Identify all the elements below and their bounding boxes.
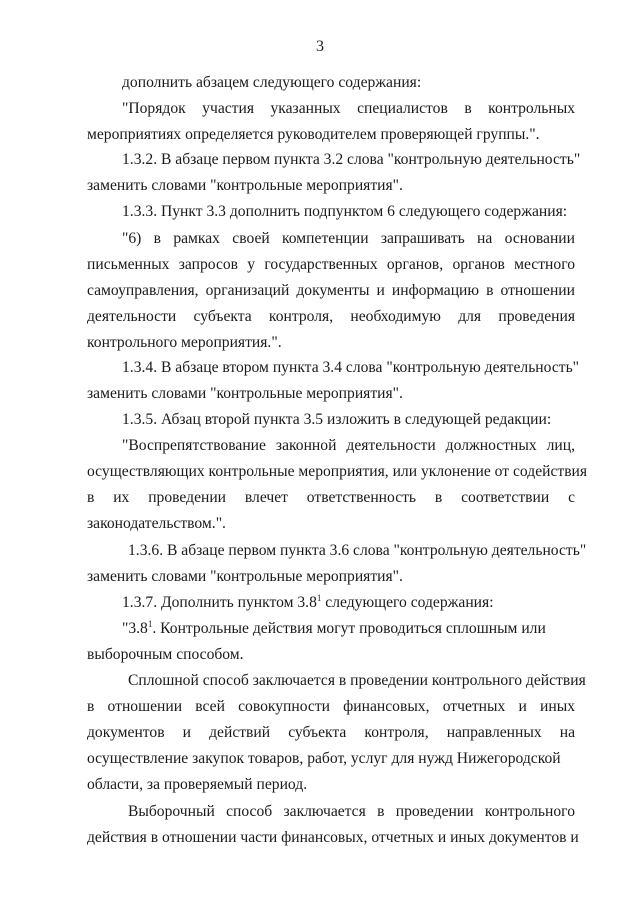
superscript: 1 <box>316 593 322 603</box>
line-text: следующего содержания: <box>321 594 494 611</box>
text-line: области, за проверяемый период. <box>87 776 308 793</box>
text-line: 1.3.4. В абзаце втором пункта 3.4 слова "контрольную деятельность" <box>122 359 580 376</box>
text-line: дополнить абзацем следующего содержания: <box>122 74 422 91</box>
text-line: в отношении всей совокупности финансовых, отчетных и иных <box>87 698 575 715</box>
text-line: заменить словами "контрольные мероприятия". <box>87 385 403 402</box>
text-line: документов и действий субъекта контроля, направленных на <box>87 724 575 741</box>
text-line <box>122 593 494 613</box>
line-text: 1.3.7. Дополнить пунктом 3.8 <box>122 594 317 611</box>
text-line: мероприятиях определяется руководителем проверяющей группы.". <box>87 126 540 143</box>
text-line: осуществление закупок товаров, работ, услуг для нужд Нижегородской <box>87 750 561 767</box>
text-line: 1.3.5. Абзац второй пункта 3.5 изложить в следующей редакции: <box>122 411 552 428</box>
text-line: Выборочный способ заключается в проведении контрольного <box>128 803 575 820</box>
text-line: действия в отношении части финансовых, отчетных и иных документов и <box>87 829 579 846</box>
text-line: деятельности субъекта контроля, необходимую для проведения <box>87 308 575 325</box>
page-number: 3 <box>316 38 324 55</box>
text-line <box>122 619 546 639</box>
text-line: контрольного мероприятия.". <box>87 334 282 351</box>
text-line: заменить словами "контрольные мероприятия". <box>87 177 403 194</box>
line-text: "3.8 <box>122 620 148 637</box>
text-line: письменных запросов у государственных органов, органов местного <box>87 256 575 273</box>
text-line: заменить словами "контрольные мероприятия". <box>87 568 403 585</box>
text-line: Сплошной способ заключается в проведении контрольного действия <box>128 672 586 689</box>
text-line: 1.3.6. В абзаце первом пункта 3.6 слова "контрольную деятельность" <box>128 542 587 559</box>
text-line: в их проведении влечет ответственность в соответствии с <box>87 489 575 506</box>
text-line: "Порядок участия указанных специалистов в контрольных <box>122 100 575 117</box>
superscript: 1 <box>147 619 153 629</box>
line-text: . Контрольные действия могут проводиться сплошным или <box>152 620 546 637</box>
text-line: "6) в рамках своей компетенции запрашивать на основании <box>122 230 575 247</box>
text-line: самоуправления, организаций документы и информацию в отношении <box>87 282 575 299</box>
text-line: законодательством.". <box>87 515 226 532</box>
text-line: осуществляющих контрольные мероприятия, или уклонение от содействия <box>87 463 588 480</box>
text-line: "Воспрепятствование законной деятельности должностных лиц, <box>122 437 575 454</box>
text-line: выборочным способом. <box>87 646 244 663</box>
text-line: 1.3.3. Пункт 3.3 дополнить подпунктом 6 следующего содержания: <box>122 203 568 220</box>
text-line: 1.3.2. В абзаце первом пункта 3.2 слова "контрольную деятельность" <box>122 151 581 168</box>
